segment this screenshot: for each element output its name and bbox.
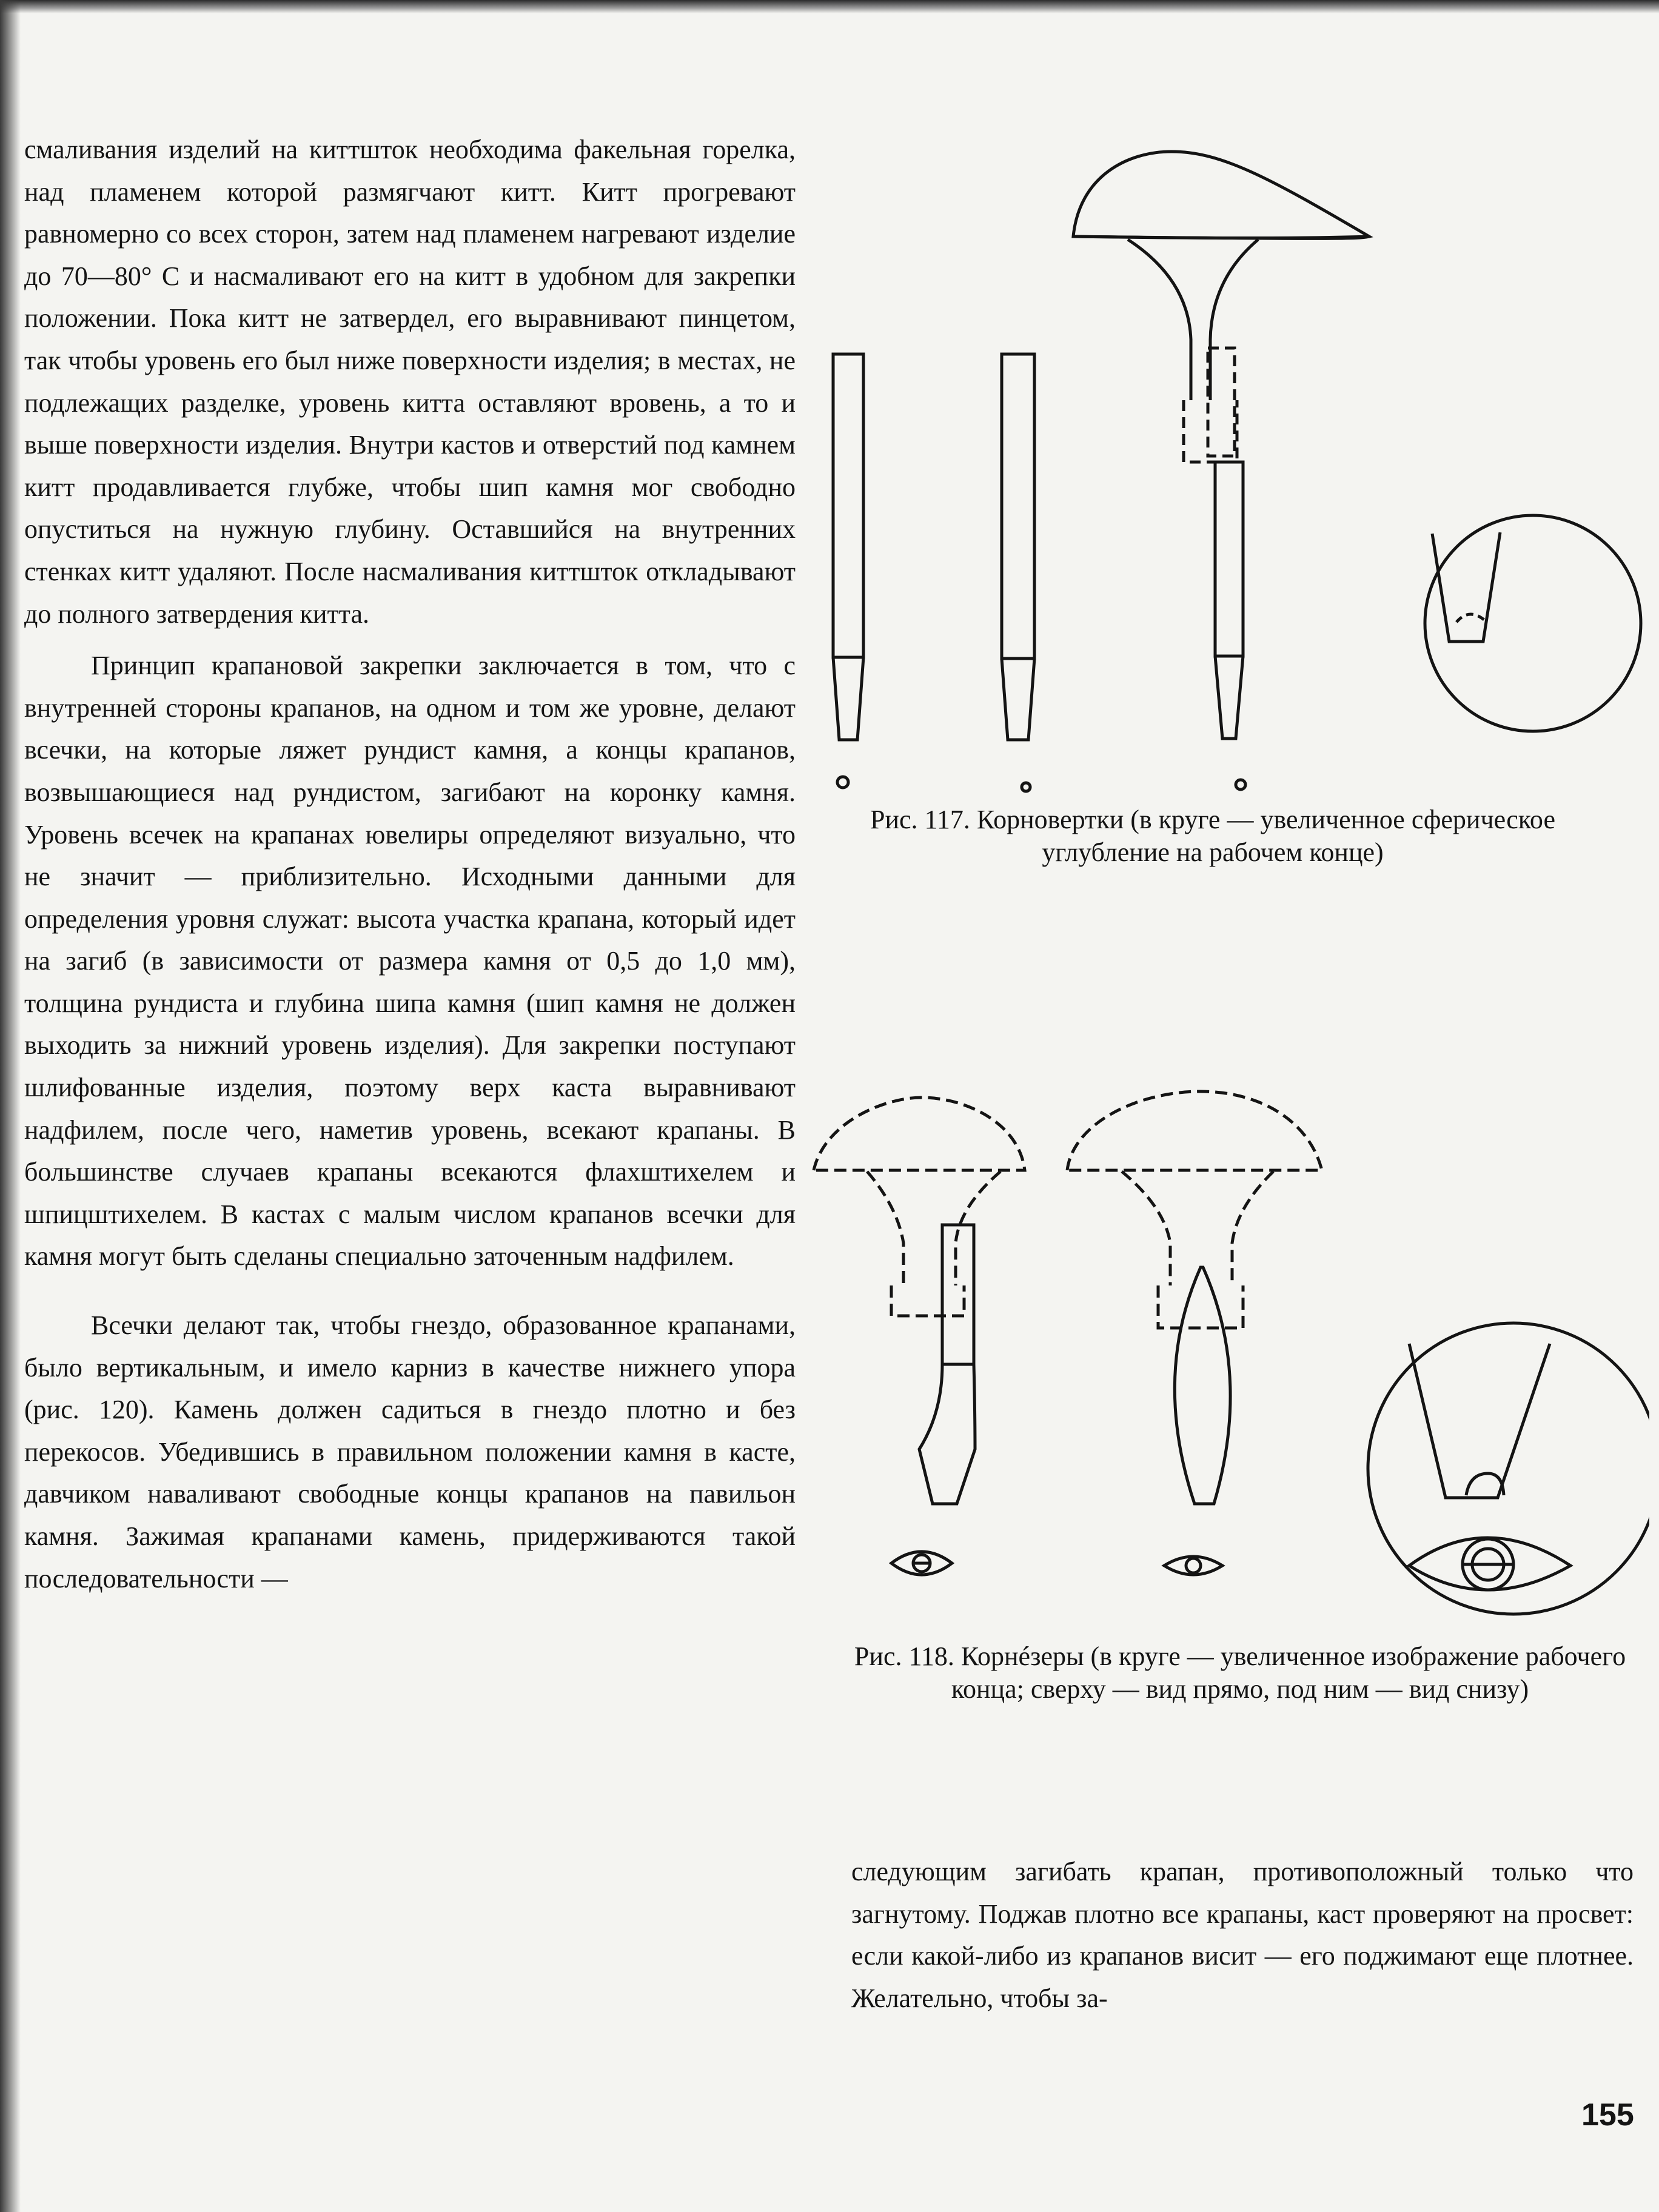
page-top-edge xyxy=(0,0,1659,13)
graver-tool-2 xyxy=(1002,354,1034,791)
left-text-column xyxy=(24,129,796,1600)
scorper-bottom-view-1 xyxy=(891,1552,952,1575)
magnified-tip-circle xyxy=(1425,515,1641,731)
graver-tool-1 xyxy=(833,354,863,788)
page-gutter-shadow xyxy=(0,0,21,2212)
paragraph: смаливания изделий на киттшток необходима факельная горелка, над пламенем которой размягчают китт. Китт прогревают равномерно со всех сторон, затем над пламенем нагревают изделие до 70—80° С и насмаливают его на китт в удобном для закрепки положении. Пока китт не затвердел, его выравнивают пинцетом, так чтобы уровень его был ниже поверхности изделия; в местах, не подлежащих разделке, уровень китта оставляют вровень, а то и выше поверхности изделия. Внутри кастов и отверстий под камнем китт продавливается глубже, чтобы шип камня мог свободно опуститься на нужную глубину. Оставшийся на внутренних стенках китт удаляют. После насмаливания киттшток откладывают до полного затвердения китта. xyxy=(24,135,796,629)
scorper-bottom-view-2 xyxy=(1164,1557,1222,1575)
magnified-scorper-tip-circle xyxy=(1368,1323,1649,1614)
figure-117 xyxy=(813,121,1649,800)
page-number: 155 xyxy=(1581,2097,1634,2133)
figure-118-caption: Рис. 118. Корнéзеры (в круге — увеличенное изображение рабочего конца; сверху — вид прямо, под ним — вид снизу) xyxy=(854,1641,1626,1704)
right-text-column xyxy=(851,1851,1634,2019)
graver-tool-with-handle xyxy=(1073,152,1369,789)
paragraph: Всечки делают так, чтобы гнездо, образованное крапанами, было вертикальным, и имело карниз в качестве нижнего упора (рис. 120). Камень должен садиться в гнездо плотно и без перекосов. Убедившись в правильном положении камня в касте, давчиком наваливают свободные концы крапанов на павильон камня. Зажимая крапанами камень, придерживаются такой последовательности — xyxy=(24,1310,796,1594)
figure-117-caption: Рис. 117. Корновертки (в круге — увеличенное сферическое углубление на рабочем конце) xyxy=(870,805,1555,867)
scorper-tool-1 xyxy=(814,1098,1025,1575)
figure-118 xyxy=(800,1085,1649,1631)
scorper-tool-2 xyxy=(1067,1091,1322,1575)
paragraph: следующим загибать крапан, противоположный только что загнутому. Поджав плотно все крапаны, каст проверяют на просвет: если какой-либо из крапанов висит — его поджимают еще плотнее. Желательно, чтобы за- xyxy=(851,1857,1634,2013)
paragraph: Принцип крапановой закрепки заключается в том, что с внутренней стороны крапанов, на одном и том же уровне, делают всечки, на которые ляжет рундист камня, а концы крапанов, возвышающиеся над рундистом, загибают на коронку камня. Уровень всечек на крапанах ювелиры определяют визуально, что не значит — приблизительно. Исходными данными для определения уровня служат: высота участка крапана, который идет на загиб (в зависимости от размера камня от 0,5 до 1,0 мм), толщина рундиста и глубина шипа камня (шип камня не должен выходить за нижний уровень изделия). Для закрепки поступают шлифованные изделия, поэтому верх каста выравнивают надфилем, после чего, наметив уровень, всекают крапаны. В большинстве случаев крапаны всекаются флахштихелем и шпицштихелем. В кастах с малым числом крапанов всечки для камня могут быть сделаны специально заточенным надфилем. xyxy=(24,651,796,1272)
